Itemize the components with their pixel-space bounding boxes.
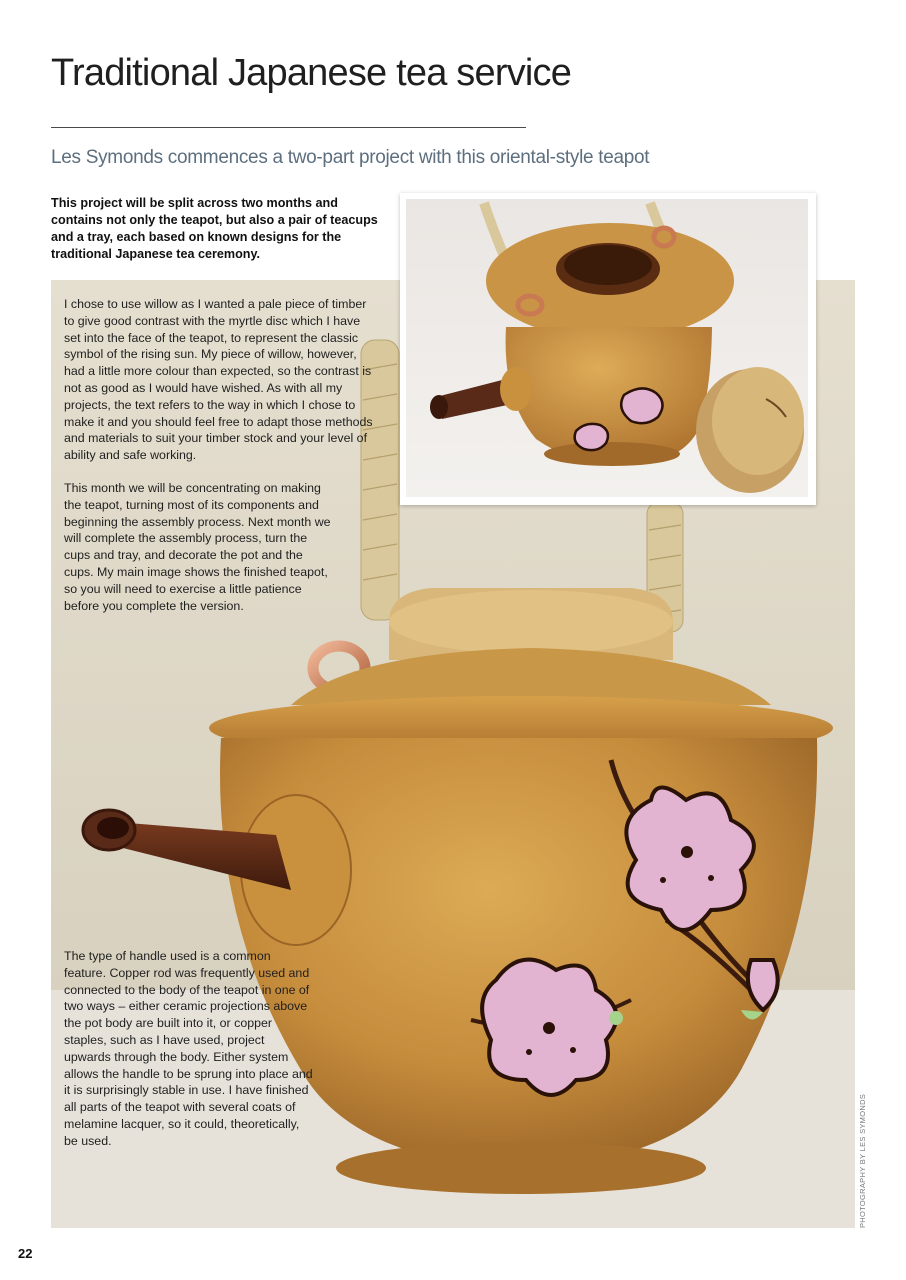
photo-credit: PHOTOGRAPHY BY LES SYMONDS — [858, 1093, 867, 1228]
body-paragraph-3: The type of handle used is a common feature. Copper rod was frequently used and connected to the body of the teapot in one of two ways – either ceramic projections above the pot body are built into it, or copper staples, such as I have used, project upwards through the body. Either system allows the handle to be sprung into place and it is surprisingly stable in use. I have finished all parts of the teapot with several coats of melamine lacquer, so it could, theoretically, be used. — [64, 949, 313, 1148]
article-subtitle: Les Symonds commences a two-part project with this oriental-style teapot — [51, 147, 650, 168]
title-divider — [51, 127, 526, 128]
article-title: Traditional Japanese tea service — [51, 52, 572, 94]
inset-photo-frame — [400, 193, 816, 505]
intro-paragraph: This project will be split across two months and contains not only the teapot, but also a pair of teacups and a tray, each based on known designs for the traditional Japanese tea ceremony. — [51, 196, 378, 261]
body-paragraph-2: This month we will be concentrating on making the teapot, turning most of its components and beginning the assembly process. Next month we will complete the assembly process, turn the cups and tray, and decorate the pot and the cups. My main image shows the finished teapot, so you will need to exercise a little patience before you complete the version. — [64, 481, 331, 613]
inset-teapot-lid-photo — [406, 199, 808, 497]
page-number: 22 — [18, 1246, 33, 1261]
body-paragraph-1: I chose to use willow as I wanted a pale piece of timber to give good contrast with the myrtle disc which I have set into the face of the teapot, to represent the classic symbol of the rising sun. My piece of willow, however, had a little more colour than expected, so the contrast is not as good as I would have wished. As with all my projects, the text refers to the way in which I chose to make it and you should feel free to adapt those methods and materials to suit your timber stock and your level of ability and safe working. — [64, 297, 373, 463]
